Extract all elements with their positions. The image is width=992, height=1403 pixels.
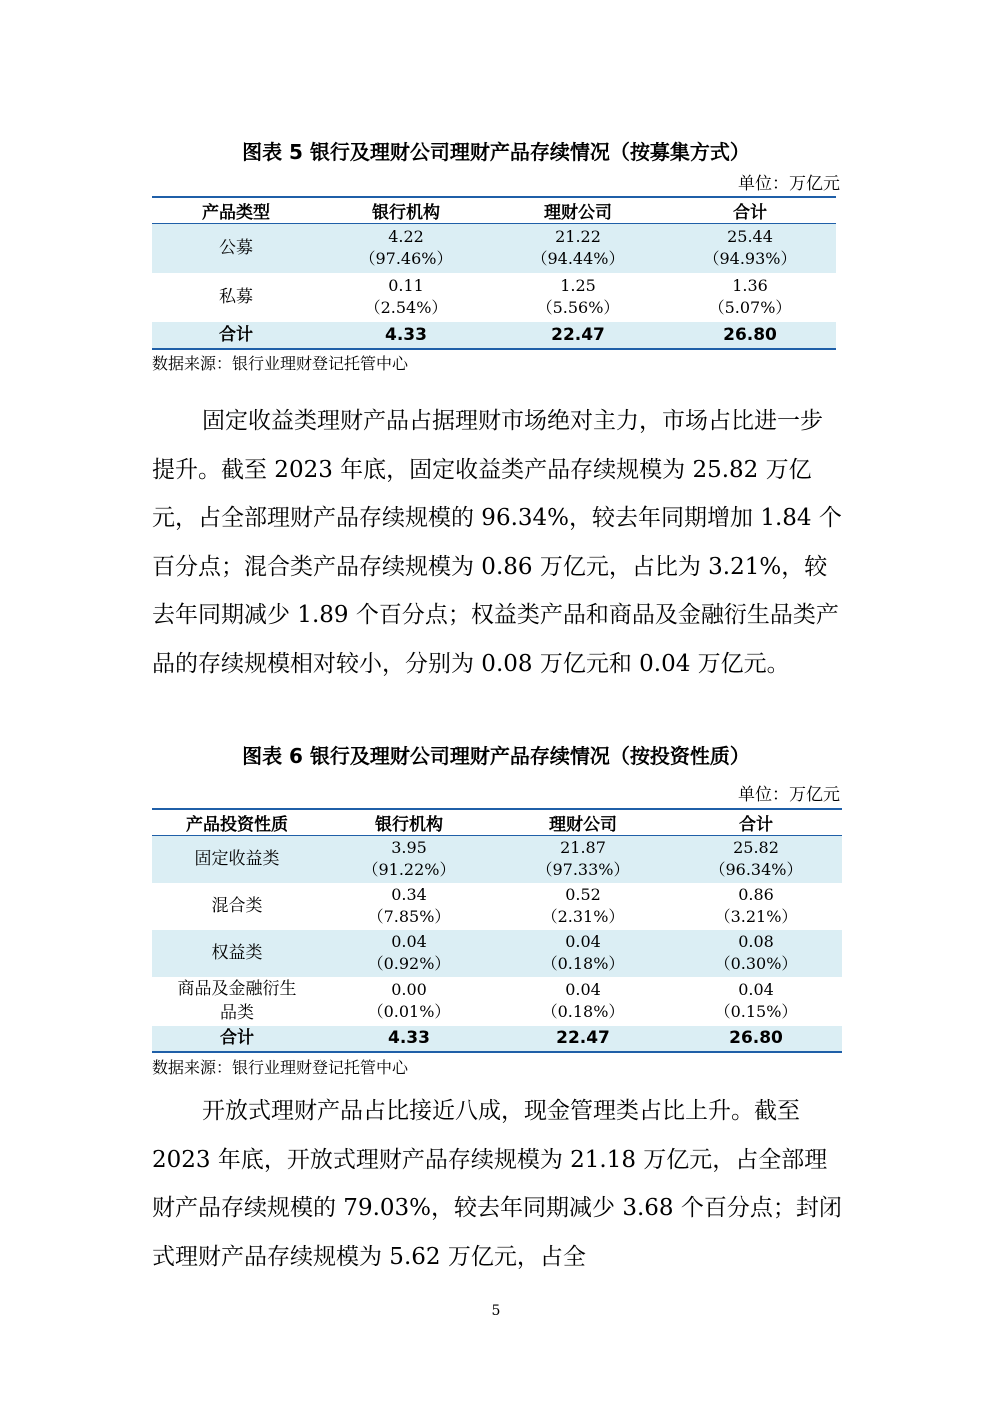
table5 xyxy=(152,196,836,350)
cell-percent: （2.54%） xyxy=(364,298,448,317)
table5-header: 产品类型 xyxy=(152,197,320,224)
table-cell xyxy=(664,224,836,273)
table-cell xyxy=(496,883,670,930)
cell-percent: （94.44%） xyxy=(531,249,625,269)
table5-header: 银行机构 xyxy=(320,197,492,224)
table6 xyxy=(152,808,842,1053)
table-cell xyxy=(322,836,496,883)
table-row xyxy=(152,273,836,322)
cell-value: 0.08 xyxy=(738,932,774,951)
row-label: 私募 xyxy=(219,287,253,307)
total-label: 合计 xyxy=(152,322,320,349)
table5-total-row xyxy=(152,322,836,349)
cell-percent: （3.21%） xyxy=(714,907,798,926)
cell-value: 0.11 xyxy=(388,276,424,295)
table-cell xyxy=(492,273,664,322)
table-row xyxy=(152,224,836,273)
table-cell xyxy=(492,224,664,273)
cell-percent: （2.31%） xyxy=(541,907,625,926)
cell-value: 3.95 xyxy=(391,838,427,858)
cell-percent: （96.34%） xyxy=(709,860,803,880)
table-cell xyxy=(496,930,670,977)
cell-percent: （0.01%） xyxy=(367,1002,451,1021)
table5-header: 理财公司 xyxy=(492,197,664,224)
cell-value: 1.25 xyxy=(560,276,596,295)
table6-header: 银行机构 xyxy=(322,809,496,836)
table6-caption: 图表 6 银行及理财公司理财产品存续情况（按投资性质） xyxy=(242,744,750,768)
cell-percent: （5.56%） xyxy=(536,298,620,317)
cell-value: 21.22 xyxy=(555,227,601,247)
table5-caption: 图表 5 银行及理财公司理财产品存续情况（按募集方式） xyxy=(242,140,750,164)
row-label xyxy=(152,977,322,1026)
cell-percent: （0.15%） xyxy=(714,1002,798,1021)
total-value: 22.47 xyxy=(492,322,664,349)
table5-header: 合计 xyxy=(664,197,836,224)
table-cell xyxy=(670,977,842,1026)
table6-header: 理财公司 xyxy=(496,809,670,836)
cell-percent: （94.93%） xyxy=(703,249,797,269)
cell-value: 25.82 xyxy=(733,838,779,858)
row-label-line: 品类 xyxy=(220,1003,254,1023)
cell-percent: （0.92%） xyxy=(367,954,451,973)
body-paragraph: 开放式理财产品占比接近八成，现金管理类占比上升。截至 2023 年底，开放式理财产品存续规模为 21.18 万亿元，占全部理财产品存续规模的 79.03%，较去年同期减少 3.68 个百分点；封闭式理财产品存续规模为 5.62 万亿元，占全 xyxy=(152,1098,842,1270)
table-cell xyxy=(496,836,670,883)
cell-percent: （0.30%） xyxy=(714,954,798,973)
cell-percent: （0.18%） xyxy=(541,954,625,973)
table-cell xyxy=(322,977,496,1026)
table5-unit: 单位：万亿元 xyxy=(738,174,840,194)
table6-header: 产品投资性质 xyxy=(152,809,322,836)
row-label: 权益类 xyxy=(152,930,322,977)
table-cell xyxy=(496,977,670,1026)
row-label: 固定收益类 xyxy=(152,836,322,883)
table-cell xyxy=(664,273,836,322)
table6-header: 合计 xyxy=(670,809,842,836)
row-label-line: 商品及金融衍生 xyxy=(177,979,297,999)
cell-value: 4.22 xyxy=(388,227,424,247)
table-row xyxy=(152,977,842,1026)
body-paragraph: 固定收益类理财产品占据理财市场绝对主力，市场占比进一步提升。截至 2023 年底，固定收益类产品存续规模为 25.82 万亿元，占全部理财产品存续规模的 96.34%，较去年同期增加 1.84 个百分点；混合类产品存续规模为 0.86 万亿元，占比为 3.21%，较去年同期减少 1.89 个百分点；权益类产品和商品及金融衍生品类产品的存续规模相对较小，分别为 0.08 万亿元和 0.04 万亿元。 xyxy=(152,408,842,677)
cell-percent: （0.18%） xyxy=(541,1002,625,1021)
table-cell xyxy=(320,224,492,273)
table-cell xyxy=(322,883,496,930)
cell-value: 0.04 xyxy=(565,932,601,951)
table-cell xyxy=(670,930,842,977)
table5-header-row xyxy=(152,197,836,224)
total-label: 合计 xyxy=(152,1026,322,1052)
table-cell xyxy=(670,836,842,883)
cell-percent: （7.85%） xyxy=(367,907,451,926)
total-value: 22.47 xyxy=(496,1026,670,1052)
table-cell xyxy=(322,930,496,977)
total-value: 4.33 xyxy=(322,1026,496,1052)
cell-percent: （91.22%） xyxy=(362,860,456,880)
cell-percent: （5.07%） xyxy=(708,298,792,317)
table-cell xyxy=(670,883,842,930)
cell-value: 0.34 xyxy=(391,885,427,904)
cell-value: 0.52 xyxy=(565,885,601,904)
table-row xyxy=(152,930,842,977)
table6-total-row xyxy=(152,1026,842,1052)
table6-header-row xyxy=(152,809,842,836)
cell-value: 0.86 xyxy=(738,885,774,904)
cell-value: 0.04 xyxy=(565,980,601,999)
table-row xyxy=(152,883,842,930)
cell-value: 1.36 xyxy=(732,276,768,295)
cell-value: 0.04 xyxy=(391,932,427,951)
cell-percent: （97.46%） xyxy=(359,249,453,269)
table-row xyxy=(152,836,842,883)
cell-value: 0.04 xyxy=(738,980,774,999)
total-value: 26.80 xyxy=(670,1026,842,1052)
table6-unit: 单位：万亿元 xyxy=(738,785,840,805)
cell-value: 0.00 xyxy=(391,980,427,999)
table5-source: 数据来源：银行业理财登记托管中心 xyxy=(152,354,409,373)
cell-value: 25.44 xyxy=(727,227,773,247)
total-value: 26.80 xyxy=(664,322,836,349)
row-label: 公募 xyxy=(152,224,320,273)
page-number: 5 xyxy=(491,1303,501,1319)
table-cell xyxy=(320,273,492,322)
table6-source: 数据来源：银行业理财登记托管中心 xyxy=(152,1058,409,1077)
total-value: 4.33 xyxy=(320,322,492,349)
cell-value: 21.87 xyxy=(560,838,606,858)
row-label: 混合类 xyxy=(211,896,263,916)
cell-percent: （97.33%） xyxy=(536,860,630,880)
